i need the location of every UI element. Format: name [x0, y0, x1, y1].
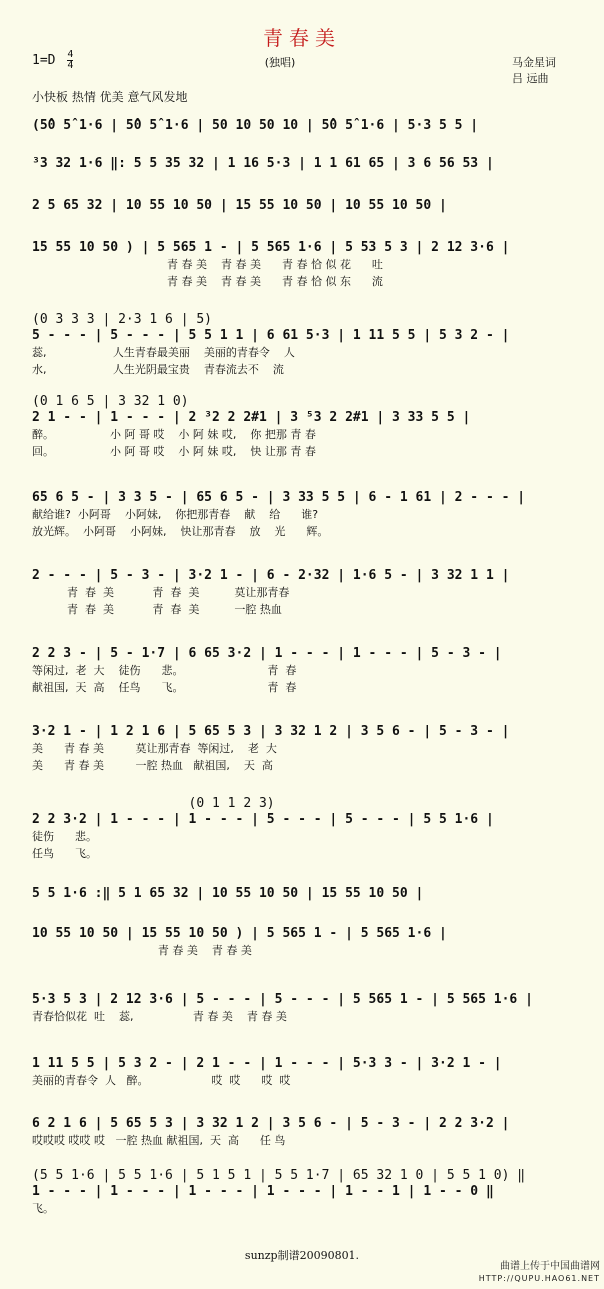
lyric-verse-1: 青 春 美 青 春 美 莫让那青春: [32, 586, 290, 599]
score-system: [32, 1056, 562, 1089]
notation-line: 1 - - - | 1 - - - | 1 - - - | 1 - - - | 1 - - 1 | 1 - - 0 ‖: [32, 1184, 494, 1199]
notation-line: 2 2 3 - | 5 - 1·7 | 6 65 3·2 | 1 - - - | 1 - - - | 5 - 3 - |: [32, 646, 502, 661]
song-title: 青春美: [263, 26, 341, 50]
lyric-verse-1: 蕊, 人生青春最美丽 美丽的青春令 人: [32, 346, 295, 359]
score-system: [32, 646, 562, 696]
lyric-verse-2: 任鸟 飞。: [32, 847, 97, 860]
score-system: [32, 992, 562, 1025]
lyric-verse-2: 美 青 春 美 一腔 热血 献祖国, 天 高: [32, 759, 273, 772]
lyric-verse-1: 哎哎哎 哎哎 哎 一腔 热血 献祖国, 天 高 任 鸟: [32, 1134, 286, 1147]
score-system: [32, 240, 562, 290]
lyricist-credit: 马金星词: [512, 56, 556, 69]
score-system: [32, 1168, 562, 1217]
lyric-verse-2: 青 春 美 青 春 美 一腔 热血: [32, 603, 282, 616]
notation-line: (5̂0 5̂ 1·6 | 5̂0 5̂ 1·6 | 50 10 50 10 | 5̂0 5̂ 1·6 | 5·3 5 5 |: [32, 118, 479, 133]
performance-subtitle: (独唱): [264, 56, 296, 69]
lyric-verse-1: 等闲过, 老 大 徒伤 悲。 青 春: [32, 664, 297, 677]
notation-line: 2 - - - | 5 - 3 - | 3·2 1 - | 6 - 2·32 | 1·6 5 - | 3 32 1 1 |: [32, 568, 510, 583]
time-numerator: 4: [67, 49, 74, 60]
notation-line: 5·3 5 3 | 2 12 3·6 | 5 - - - | 5 - - - | 5 565 1 - | 5 565 1·6 |: [32, 992, 533, 1007]
lyric-verse-1: 醉。 小 阿 哥 哎 小 阿 妹 哎, 你 把那 青 春: [32, 428, 316, 441]
score-system: [32, 490, 562, 540]
key-signature: [32, 50, 73, 71]
lyric-verse-1: 献给谁? 小阿哥 小阿妹, 你把那青春 献 给 谁?: [32, 508, 319, 521]
site-watermark: [479, 1261, 600, 1285]
lyric-verse-2: 青 春 美 青 春 美 青 春 恰 似 东 流: [167, 275, 383, 288]
lyric-verse-2: 回。 小 阿 哥 哎 小 阿 妹 哎, 快 让那 青 春: [32, 445, 316, 458]
cue-line: (0 1 1 2 3): [32, 796, 275, 811]
watermark-url: HTTP://QUPU.HAO61.NET: [478, 1274, 600, 1283]
cue-line: (0 3 3 3 | 2·3 1 6 | 5): [32, 312, 213, 327]
notation-line: 1 11 5 5 | 5 3 2 - | 2 1 - - | 1 - - - | 5·3 3 - | 3·2 1 - |: [32, 1056, 502, 1071]
time-signature: [67, 50, 73, 71]
lyric-verse-1: 青 春 美 青 春 美: [32, 944, 252, 957]
watermark-text: 曲谱上传于中国曲谱网: [500, 1261, 600, 1272]
score-system: [32, 118, 562, 134]
lyric-verse-1: 飞。: [32, 1202, 54, 1215]
notation-line: 3·2 1 - | 1 2 1 6 | 5 65 5 3 | 3 32 1 2 | 3 5 6 - | 5 - 3 - |: [32, 724, 510, 739]
score-system: [32, 724, 562, 774]
tempo-marking: 小快板 热情 优美 意气风发地: [32, 90, 188, 104]
cue-line: (5 5 1·6 | 5 5 1·6 | 5 1 5 1 | 5 5 1·7 | 65 32 1 0 | 5 5 1 0) ‖: [32, 1168, 526, 1183]
notation-line: 65 6 5 - | 3 3 5 - | 65 6 5 - | 3 33 5 5 | 6 - 1 61 | 2 - - - |: [32, 490, 526, 505]
score-system: [32, 312, 562, 378]
notation-line: 15 55 10 50 ) | 5 565 1 - | 5 565 1·6 | 5 53 5 3 | 2 12 3·6 |: [32, 240, 510, 255]
notation-line: 2 2 3·2 | 1 - - - | 1 - - - | 5 - - - | 5 - - - | 5 5 1·6 |: [32, 812, 494, 827]
key-text: 1=D: [32, 53, 56, 68]
lyric-verse-1: 美 青 春 美 莫让那青春 等闲过, 老 大: [32, 742, 277, 755]
notation-line: 2 5 65 32 | 10 55 10 50 | 15 55 10 50 | 10 55 10 50 |: [32, 198, 447, 213]
transcriber-credit: sunzp制谱20090801.: [244, 1249, 360, 1262]
notation-line: ³3 32 1·6 ‖: 5 5 35 32 | 1 16 5·3 | 1 1 61 65 | 3 6 56 53 |: [32, 156, 494, 171]
score-system: [32, 394, 562, 460]
score-system: [32, 796, 562, 862]
score-system: [32, 926, 562, 959]
score-system: [32, 568, 562, 618]
lyric-verse-2: 献祖国, 天 高 任鸟 飞。 青 春: [32, 681, 297, 694]
score-system: [32, 1116, 562, 1149]
notation-line: 6 2 1 6 | 5 65 5 3 | 3 32 1 2 | 3 5 6 - | 5 - 3 - | 2 2 3·2 |: [32, 1116, 510, 1131]
notation-line: 10 55 10 50 | 15 55 10 50 ) | 5 565 1 - | 5 565 1·6 |: [32, 926, 447, 941]
score-system: [32, 156, 562, 172]
cue-line: (0 1 6 5 | 3 32 1 0): [32, 394, 189, 409]
notation-line: 5 - - - | 5 - - - | 5 5 1 1 | 6 61 5·3 | 1 11 5 5 | 5 3 2 - |: [32, 328, 510, 343]
lyric-verse-2: 水, 人生光阴最宝贵 青春流去不 流: [32, 363, 284, 376]
score-system: [32, 886, 562, 902]
lyric-verse-1: 美丽的青春令 人 醉。 哎 哎 哎 哎: [32, 1074, 291, 1087]
time-denominator: 4: [67, 60, 74, 71]
lyric-verse-1: 青 春 美 青 春 美 青 春 恰 似 花 吐: [167, 258, 383, 271]
composer-credit: 吕 远曲: [512, 72, 549, 85]
notation-line: 2 1 - - | 1 - - - | 2 ³2 2 2#1 | 3 ⁵3 2 2#1 | 3 33 5 5 |: [32, 410, 471, 425]
lyric-verse-2: 放光辉。 小阿哥 小阿妹, 快让那青春 放 光 辉。: [32, 525, 329, 538]
score-system: [32, 198, 562, 214]
notation-line: 5 5 1·6 :‖ 5 1 65 32 | 10 55 10 50 | 15 55 10 50 |: [32, 886, 424, 901]
lyric-verse-1: 青春恰似花 吐 蕊, 青 春 美 青 春 美: [32, 1010, 287, 1023]
lyric-verse-1: 徒伤 悲。: [32, 830, 97, 843]
